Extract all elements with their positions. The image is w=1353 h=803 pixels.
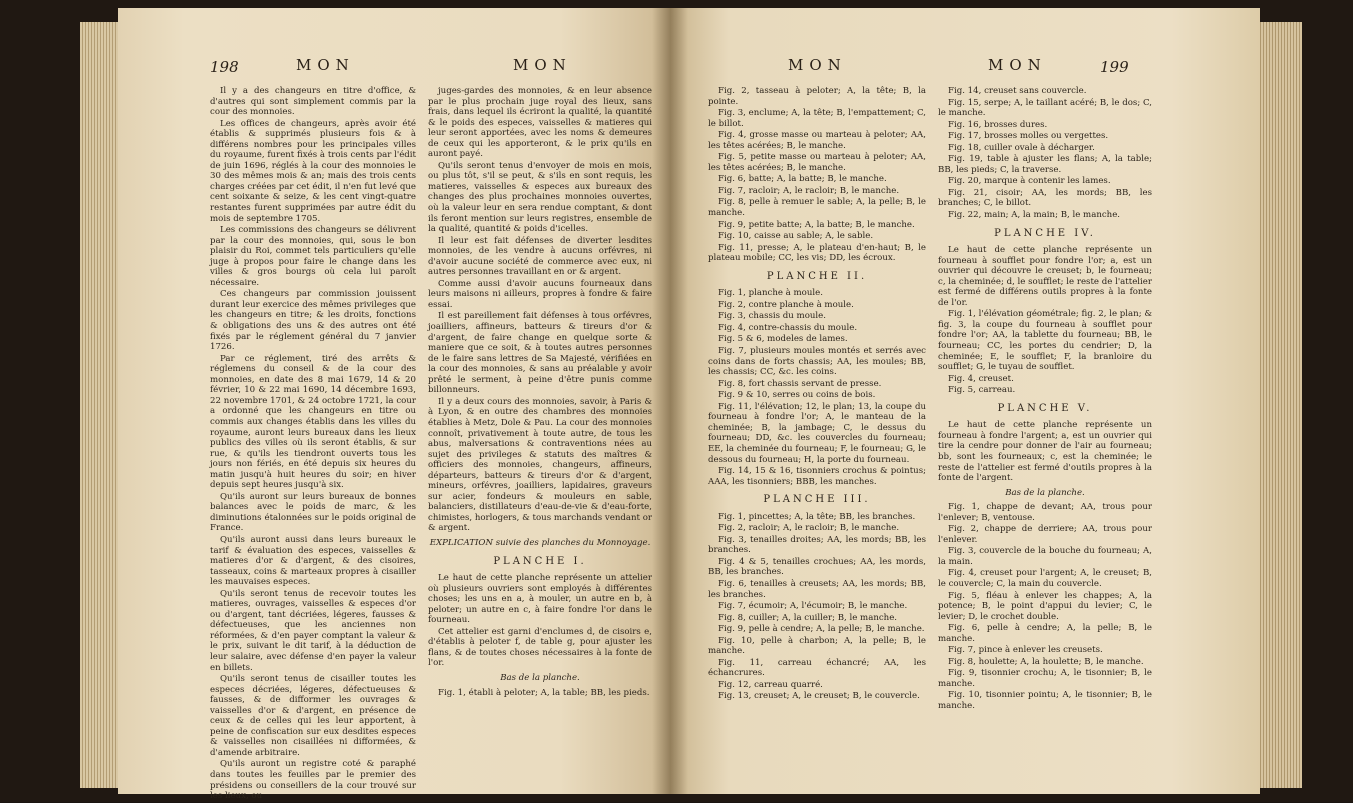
paragraph: Le haut de cette planche représente un fourneau à soufflet pour fondre l'or; a, est un ouvrier qui découvre le creuset; b, le fourneau; c, la cheminée; d, le soufflet; le reste de l'attelier est fermé de différens outils propres à la fonte de l'or. [938, 245, 1152, 308]
paragraph: Fig. 3, couvercle de la bouche du fourneau; A, la main. [938, 546, 1152, 567]
paragraph: Fig. 7, pince à enlever les creusets. [948, 645, 1103, 656]
paragraph: Ces changeurs par commission jouissent durant leur exercice des mêmes privileges que les changeurs en titre; & les droits, fonctions & obligations des uns & des autres ont été fixés par le réglement général du 7 janvier 1726. [210, 289, 416, 353]
paragraph: Les offices de changeurs, après avoir été établis & supprimés plusieurs fois & à différens nombres pour les principales villes du royaume, furent fixés à trois cents par l'édit de juin 1696, réglés à la cour des monnoies le 30 des mêmes mois & an; mais des trois cents charges créées par cet édit, il n'en fut levé que cent soixante & seize, & les cent vingt-quatre restantes furent supprimées par autre édit du mois de septembre 1705. [210, 118, 416, 224]
paragraph: Fig. 6, batte; A, la batte; B, le manche. [718, 174, 887, 185]
paragraph: Fig. 9, tisonnier crochu; A, le tisonnier; B, le manche. [938, 668, 1152, 689]
right-column-2 [938, 86, 1152, 713]
paragraph: Fig. 2, contre planche à moule. [718, 299, 854, 310]
plate-1-fig-1: Fig. 1, établi à peloter; A, la table; BB, les pieds. [438, 687, 650, 698]
paragraph: Fig. 8, fort chassis servant de presse. [718, 378, 882, 389]
paragraph: Qu'ils auront sur leurs bureaux de bonnes balances avec le poids de marc, & les diminutions étalonnées sur le poids original de France. [210, 491, 416, 534]
running-head-right-1: MON [788, 56, 847, 74]
paragraph: Fig. 16, brosses dures. [948, 119, 1048, 130]
plate-1-heading: PLANCHE I. [493, 555, 587, 567]
paragraph: Fig. 7, plusieurs moules montés et serrés avec coins dans de forts chassis; AA, les moules; BB, les chassis; CC, &c. les coins. [708, 346, 926, 378]
paragraph: Fig. 20, marque à contenir les lames. [948, 176, 1111, 187]
paragraph: Fig. 21, cisoir; AA, les mords; BB, les branches; C, le billot. [938, 187, 1152, 209]
paragraph: Fig. 4, grosse masse ou marteau à peloter; AA, les têtes acérées; B, le manche. [708, 130, 926, 151]
plate-4-heading: PLANCHE IV. [994, 227, 1096, 239]
paragraph: Fig. 14, 15 & 16, tisonniers crochus & pointus; AAA, les tisonniers; BBB, les manches. [708, 466, 926, 487]
plate-5-heading: PLANCHE V. [997, 402, 1093, 414]
paragraph: Fig. 19, table à ajuster les flans; A, la table; BB, les pieds; C, la traverse. [938, 154, 1152, 175]
paragraph: Qu'ils seront tenus d'envoyer de mois en mois, ou plus tôt, s'il se peut, & s'ils en sont requis, les matieres, vaisselles & especes aux bureaux des changes des plus prochaines monnoies ouvertes, où la valeur leur en sera rendue comptant, & dont ils feront mention sur leurs registres, ensemble de la qualité, quantité & poids d'icelles. [428, 160, 652, 235]
paragraph: Fig. 1, pincettes; A, la tête; BB, les branches. [718, 511, 916, 522]
paragraph: Il y a deux cours des monnoies, savoir, à Paris & à Lyon, & en outre des chambres des monnoies établies à Metz, Dole & Pau. La cour des monnoies connoît, privativement à toute autre, de tous les abus, malversations & contraventions nées au sujet des privileges & statuts des maîtres & officiers des monnoies, changeurs, affineurs, départeurs, batteurs & tireurs d'or & d'argent, mineurs, orfévres, joailliers, lapidaires, graveurs sur acier, fondeurs & mouleurs en sable, balanciers, distillateurs d'eau-de-vie & d'eau-forte, chimistes, horlogers, & tous marchands vendant or & argent. [428, 396, 652, 534]
paragraph: Fig. 17, brosses molles ou vergettes. [948, 131, 1109, 142]
running-head-right-2: MON [988, 56, 1047, 74]
paragraph: Fig. 11, l'élévation; 12, le plan; 13, la coupe du fourneau à fondre l'or; A, le manteau de la cheminée; B, la jambage; C, le dessus du fourneau; DD, &c. les couvercles du fourneau; EE, la cheminée du fourneau; F, le fourneau; G, le dessous du fourneau; H, la porte du fourneau. [708, 401, 926, 465]
paragraph: Fig. 5, carreau. [948, 385, 1016, 396]
right-page-edges [1258, 22, 1302, 788]
paragraph: Fig. 10, tisonnier pointu; A, le tisonnier; B, le manche. [938, 690, 1152, 711]
paragraph: Par ce réglement, tiré des arrêts & réglemens du conseil & de la cour des monnoies, en date des 8 mai 1679, 14 & 20 février, 10 & 22 mai 1690, 14 décembre 1693, 22 novembre 1701, & 24 octobre 1721, la cour a ordonné que les changeurs en titre ou commis aux changes établis dans les villes du royaume, auront leurs bureaux dans les lieux publics des villes où ils seront établis, & sur rue, & qu'ils les tiendront ouverts tous les jours non fériés, en été depuis six heures du matin jusqu'à huit heures du soir; en hiver depuis sept heures jusqu'à six. [210, 353, 416, 491]
paragraph: Fig. 5, petite masse ou marteau à peloter; AA, les têtes acérées; B, le manche. [708, 152, 926, 173]
plate-5-subheading: Bas de la planche. [1005, 487, 1085, 498]
plate-1-subheading: Bas de la planche. [500, 672, 580, 683]
paragraph: Il est pareillement fait défenses à tous orfévres, joailliers, affineurs, batteurs & tireurs d'or & d'argent, de faire change en quelque sorte & maniere que ce soit, & à toutes autres personnes de le faire sans lettres de Sa Majesté, vérifiées en la cour des monnoies, & sans au préalable y avoir prêté le serment, à peine d'être punis comme billonneurs. [428, 311, 652, 396]
paragraph: Fig. 7, racloir; A, le racloir; B, le manche. [718, 185, 900, 196]
paragraph: Fig. 2, chappe de derriere; AA, trous pour l'enlever. [938, 524, 1152, 545]
paragraph: Fig. 8, houlette; A, la houlette; B, le manche. [948, 656, 1144, 667]
paragraph: Fig. 11, carreau échancré; AA, les échancrures. [708, 657, 926, 679]
book-gutter [652, 8, 688, 794]
paragraph: Il y a des changeurs en titre d'office, & d'autres qui sont simplement commis par la cour des monnoies. [210, 86, 416, 118]
paragraph: Fig. 1, planche à moule. [718, 288, 823, 299]
plate-2-heading: PLANCHE II. [766, 270, 868, 282]
paragraph: Fig. 3, tenailles droites; AA, les mords; BB, les branches. [708, 534, 926, 556]
paragraph: Fig. 6, pelle à cendre; A, la pelle; B, le manche. [938, 623, 1152, 644]
page-number-left: 198 [210, 58, 239, 76]
paragraph: Fig. 13, creuset; A, le creuset; B, le couvercle. [718, 691, 920, 702]
paragraph: Fig. 4, creuset. [948, 373, 1014, 384]
paragraph: Fig. 2, racloir; A, le racloir; B, le manche. [718, 523, 900, 534]
running-head-left-2: MON [513, 56, 572, 74]
paragraph: Les commissions des changeurs se délivrent par la cour des monnoies, qui, sous le bon plaisir du Roi, commet tels particuliers qu'elle juge à propos pour faire le change dans les villes & gros bourgs où cela lui paroît nécessaire. [210, 225, 416, 288]
paragraph: Fig. 12, carreau quarré. [718, 679, 823, 690]
paragraph: Fig. 15, serpe; A, le taillant acéré; B, le dos; C, le manche. [938, 97, 1152, 119]
paragraph: Fig. 3, enclume; A, la tête; B, l'empattement; C, le billot. [708, 108, 926, 129]
paragraph: Fig. 3, chassis du moule. [718, 311, 826, 322]
running-head-left-1: MON [296, 56, 355, 74]
plate-1-text: Le haut de cette planche représente un attelier où plusieurs ouvriers sont employés à différentes choses; les uns en a, à mouler, un autre en b, à peloter; un autre en c, à faire fondre l'or dans le fourneau. [428, 573, 652, 626]
plate-3-heading: PLANCHE III. [763, 494, 871, 506]
paragraph: Fig. 5 & 6, modeles de lames. [718, 334, 848, 345]
paragraph: Fig. 5, fléau à enlever les chappes; A, la potence; B, le point d'appui du levier; C, le levier; D, le crochet double. [938, 590, 1152, 622]
paragraph: Fig. 2, tasseau à peloter; A, la tête; B, la pointe. [708, 86, 926, 107]
paragraph: Fig. 9, pelle à cendre; A, la pelle; B, le manche. [718, 624, 925, 635]
paragraph: Qu'ils seront tenus de recevoir toutes les matieres, ouvrages, vaisselles & especes d'or ou d'argent, tant décriées, légeres, fausses & défectueuses, que les anciennes non réformées, & d'en payer comptant la valeur & le prix, suivant le dit tarif, à la déduction de leur salaire, avec défense d'en payer la valeur en billets. [210, 588, 416, 673]
left-column-2 [428, 86, 652, 699]
paragraph: Fig. 14, creuset sans couvercle. [948, 86, 1087, 96]
right-column-1 [708, 86, 926, 703]
paragraph: Fig. 6, tenailles à creusets; AA, les mords; BB, les branches. [708, 578, 926, 600]
paragraph: Fig. 7, écumoir; A, l'écumoir; B, le manche. [718, 601, 908, 612]
paragraph: Qu'ils auront aussi dans leurs bureaux le tarif & évaluation des especes, vaisselles & matieres d'or & d'argent, & des cisoires, tasseaux, coins & marteaux propres à cisailler les mauvaises especes. [210, 534, 416, 588]
paragraph: Il leur est fait défenses de diverter lesdites monnoies, de les vendre à aucuns orfévres, ni d'avoir aucune société de commerce avec eux, ni autres personnes travaillant en or & argent. [428, 235, 652, 278]
paragraph: Fig. 18, cuiller ovale à décharger. [948, 142, 1095, 153]
paragraph: Qu'ils auront un registre coté & paraphé dans toutes les feuilles par le premier des présidens ou conseillers de la cour trouvé sur les lieux, ou [210, 759, 416, 802]
plate-5-text: Le haut de cette planche représente un fourneau à fondre l'argent; a, est un ouvrier qui tire la cendre pour donner de l'air au fourneau; bb, sont les fourneaux; c, est la cheminée; le reste de l'attelier est fermé d'outils propres à la fonte de l'argent. [938, 420, 1152, 484]
paragraph: Comme aussi d'avoir aucuns fourneaux dans leurs maisons ni ailleurs, propres à fondre & faire essai. [428, 278, 652, 310]
plate-1-text-2: Cet attelier est garni d'enclumes d, de cisoirs e, d'établis à peloter f, de table g, pour ajuster les flans, & de toutes choses nécessaires à la fonte de l'or. [428, 626, 652, 669]
paragraph: Fig. 22, main; A, la main; B, le manche. [948, 210, 1121, 221]
paragraph: Fig. 8, pelle à remuer le sable; A, la pelle; B, le manche. [708, 197, 926, 219]
paragraph: Fig. 4 & 5, tenailles crochues; AA, les mords, BB, les branches. [708, 556, 926, 578]
paragraph: Qu'ils seront tenus de cisailler toutes les especes décriées, légeres, défectueuses & fausses, & de difformer les ouvrages & vaisselles d'or & d'argent, en présence de ceux & de celles qui les leur apportent, à peine de confiscation sur eux desdites especes & vaisselles non cisaillées ni difformées, & d'amende arbitraire. [210, 674, 416, 758]
paragraph: Fig. 9, petite batte; A, la batte; B, le manche. [718, 219, 915, 230]
paragraph: Fig. 8, cuiller; A, la cuiller; B, le manche. [718, 612, 898, 623]
paragraph: Fig. 9 & 10, serres ou coins de bois. [718, 390, 876, 401]
paragraph: juges-gardes des monnoies, & en leur absence par le plus prochain juge royal des lieux, sans frais, dans lequel ils écriront la qualité, la quantité & le poids des especes, vaisselles & matieres qui leur seront apportées, avec les noms & demeures de ceux qui les apporteront, & le prix qu'ils en auront payé. [428, 86, 652, 160]
paragraph: Fig. 4, creuset pour l'argent; A, le creuset; B, le couvercle; C, la main du couvercle. [938, 568, 1152, 589]
paragraph: Fig. 4, contre-chassis du moule. [718, 322, 858, 333]
paragraph: Fig. 11, presse; A, le plateau d'en-haut; B, le plateau mobile; CC, les vis; DD, les écroux. [708, 242, 926, 264]
paragraph: Fig. 10, pelle à charbon; A, la pelle; B, le manche. [708, 635, 926, 657]
paragraph: Fig. 10, caisse au sable; A, le sable. [718, 231, 874, 242]
left-column-1 [210, 86, 416, 803]
paragraph: Fig. 1, chappe de devant; AA, trous pour l'enlever; B, ventouse. [938, 502, 1152, 523]
left-page-edges [80, 22, 120, 788]
left-page [118, 8, 670, 802]
page-number-right: 199 [1100, 58, 1129, 76]
paragraph: Fig. 1, l'élévation géométrale; fig. 2, le plan; & fig. 3, la coupe du fourneau à soufflet pour fondre l'or; AA, la tablette du fourneau; BB, le fourneau; CC, les portes du cendrier; D, la cheminée; E, le soufflet; F, la branloire du soufflet; G, le tuyau de soufflet. [938, 309, 1152, 373]
right-page [670, 8, 1260, 794]
explication-title: EXPLICATION suivie des planches du Monnoyage. [429, 537, 651, 548]
